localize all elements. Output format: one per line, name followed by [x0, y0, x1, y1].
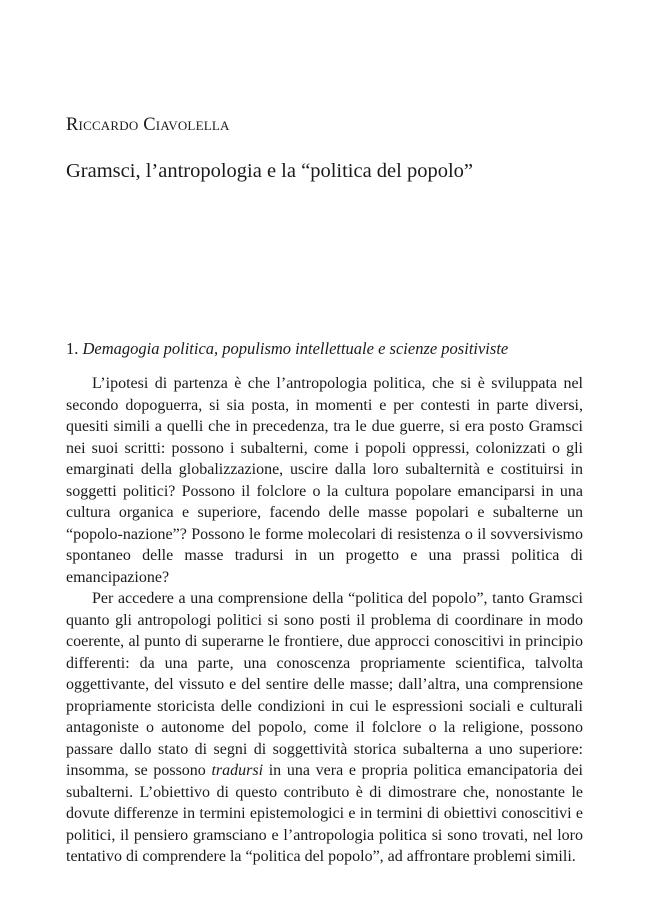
chapter-title: Gramsci, l’antropologia e la “politica del popolo” [66, 160, 474, 182]
paragraph-2-text-end: in una vera e propria politica emancipatoria dei subalterni. L’obiettivo di questo contributo è di dimostrare che, nonostante le dovute differenze in termini epistemologici e in termini di obiettivi conoscitivi e politici, il pensiero gramsciano e l’antropologia politica si sono trovati, nel loro tentativo di comprendere la “politica del popolo”, ad affrontare problemi simili. [66, 762, 584, 865]
paragraph-1: L’ipotesi di partenza è che l’antropologia politica, che si è sviluppata nel secondo dopoguerra, si sia posta, in momenti e per contesti in parte diversi, quesiti simili a quelli che in precedenza, tra le due guerre, si era posto Gramsci nei suoi scritti: possono i subalterni, come i popoli oppressi, colonizzati o gli emarginati della globalizzazione, uscire dalla loro subalternità e costituirsi in soggetti politici? Possono il folclore o la cultura popolare emanciparsi in una cultura organica e superiore, facendo delle masse popolari e subalterne un “popolo-nazione”? Possono le forme molecolari di resistenza o il sovversivismo spontaneo delle masse tradursi in un progetto e una prassi politica di emancipazione? [66, 375, 583, 586]
paragraph-2-text-start: Per accedere a una comprensione della “politica del popolo”, tanto Gramsci quanto gli antropologi politici si sono posti il problema di coordinare in modo coerente, al punto di superarne le frontiere, due approcci conoscitivi in principio differenti: da una parte, una conoscenza propriamente scientifica, talvolta oggettivante, del vissuto e del sentire delle masse; dall’altra, una comprensione propriamente storicista delle condizioni in cui le espressioni sociali e culturali antagoniste o autonome del popolo, come il folclore o la religione, possono passare dallo stato di segni di soggettività storica subalterna a uno superiore: insomma, se possono [66, 590, 583, 779]
section-title: Demagogia politica, populismo intellettuale e scienze positiviste [82, 339, 509, 358]
author-name: Riccardo Ciavolella [66, 115, 230, 135]
paragraph-2-italic-word: tradursi [211, 762, 264, 779]
section-number: 1. [66, 339, 79, 358]
section-heading [66, 338, 508, 360]
body-text [66, 373, 583, 868]
paragraph-2 [66, 588, 583, 868]
